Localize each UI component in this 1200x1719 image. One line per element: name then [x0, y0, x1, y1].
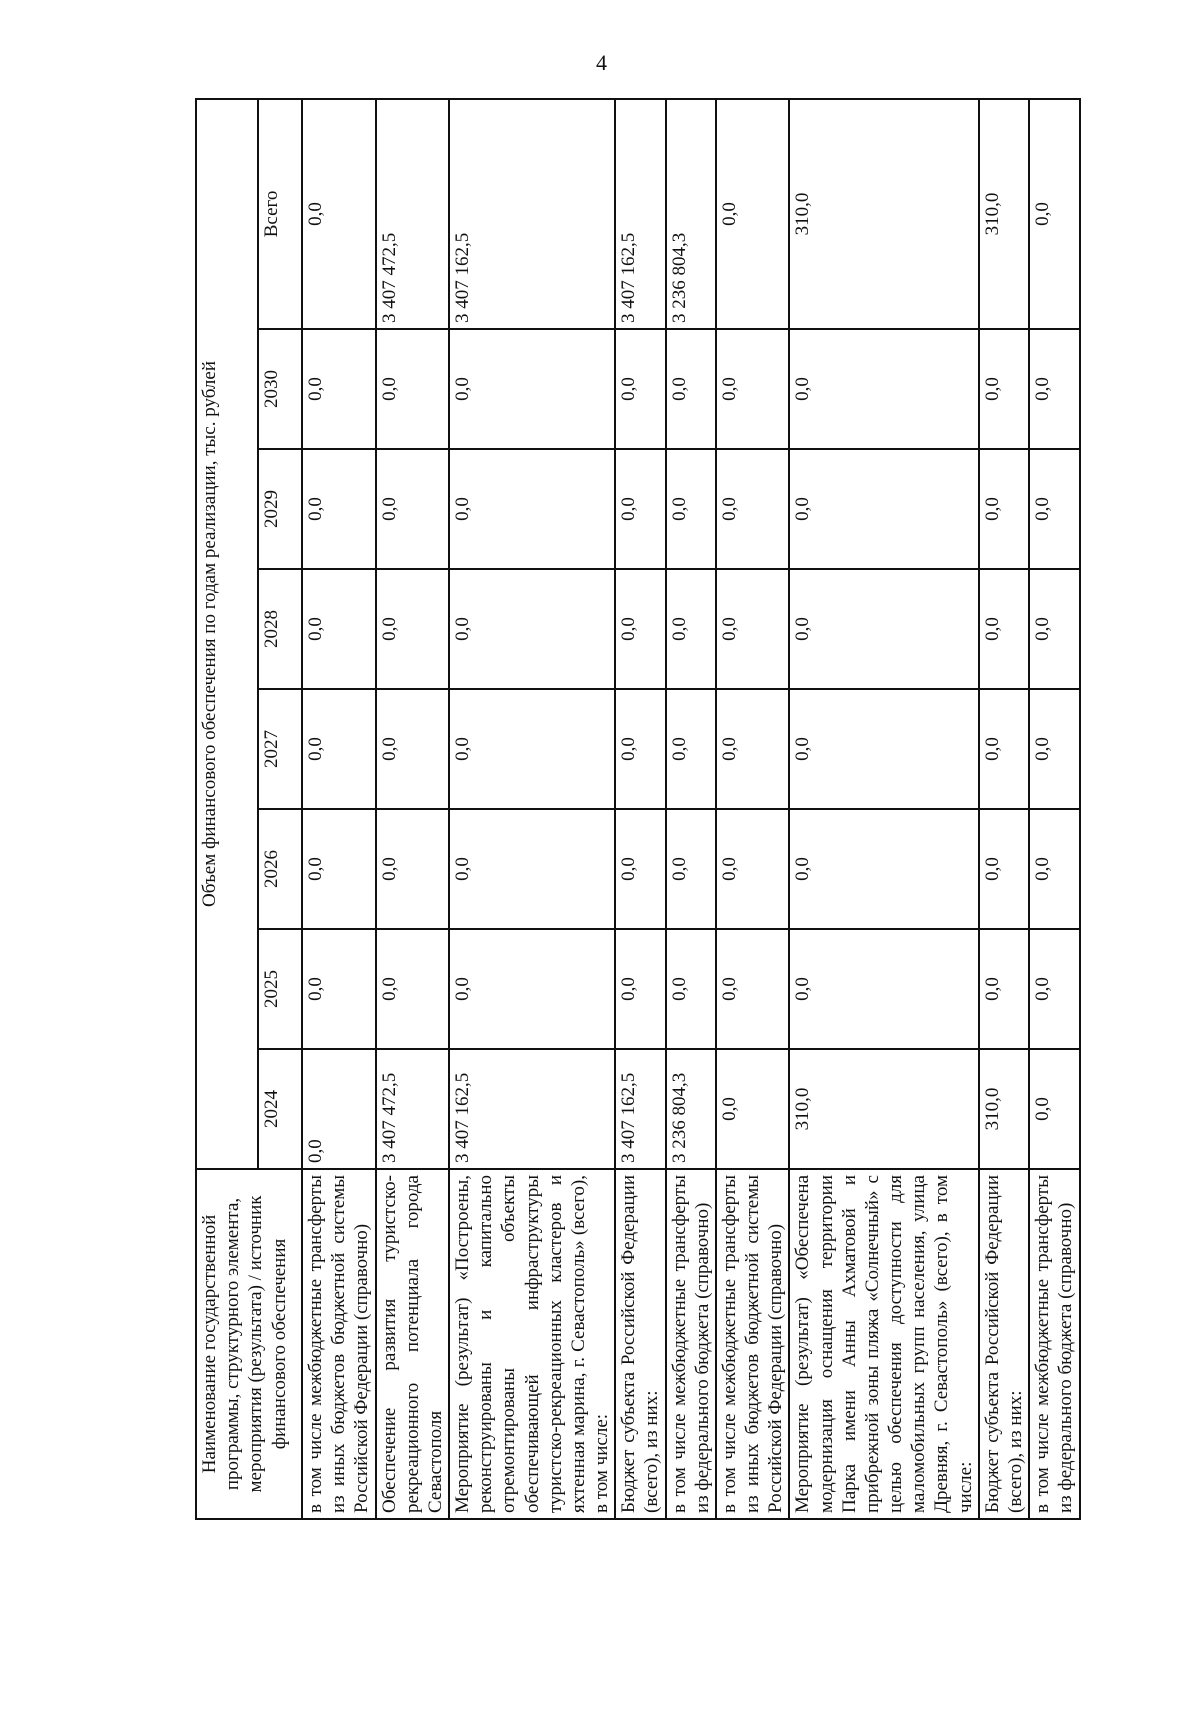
table-row	[979, 99, 1029, 1519]
cell-value: 0,0	[716, 569, 790, 689]
cell-value: 0,0	[789, 929, 978, 1049]
cell-value: 0,0	[979, 689, 1029, 809]
cell-value: 0,0	[789, 809, 978, 929]
header-name-column: Наименование государственной программы, структурного элемента, мероприятия (результата) / источник финансового обеспечения	[196, 1169, 302, 1519]
row-name: Мероприятие (результат) «Построены, реконструированы и капитально отремонтированы объекты обеспечивающей инфраструктуры туристско-рекреационных кластеров и яхтенная марина, г. Севастополь» (всего), в том числе:	[449, 1169, 615, 1519]
table-row	[1029, 99, 1079, 1519]
cell-value: 0,0	[376, 329, 450, 449]
cell-total: 0,0	[302, 99, 376, 329]
cell-total: 310,0	[789, 99, 978, 329]
cell-value: 0,0	[302, 689, 376, 809]
cell-value: 0,0	[1029, 329, 1079, 449]
header-financing-group: Объем финансового обеспечения по годам реализации, тыс. рублей	[196, 99, 258, 1169]
cell-value: 0,0	[449, 929, 615, 1049]
row-name: в том числе межбюджетные трансферты из иных бюджетов бюджетной системы Российской Федерации (справочно)	[716, 1169, 790, 1519]
cell-total: 3 407 472,5	[376, 99, 450, 329]
cell-value: 0,0	[615, 329, 665, 449]
cell-value: 0,0	[979, 449, 1029, 569]
cell-value: 0,0	[666, 449, 716, 569]
financing-table	[195, 98, 1081, 1520]
cell-value: 0,0	[666, 569, 716, 689]
cell-value: 0,0	[302, 809, 376, 929]
cell-value: 0,0	[666, 329, 716, 449]
cell-value: 0,0	[716, 809, 790, 929]
cell-value: 0,0	[615, 689, 665, 809]
cell-value: 0,0	[1029, 809, 1079, 929]
cell-value: 0,0	[615, 929, 665, 1049]
cell-value: 0,0	[716, 329, 790, 449]
cell-total: 0,0	[716, 99, 790, 329]
cell-value: 0,0	[789, 329, 978, 449]
header-year: 2028	[258, 569, 302, 689]
header-year: 2030	[258, 329, 302, 449]
row-name: Обеспечение развития туристско-рекреационного потенциала города Севастополя	[376, 1169, 450, 1519]
row-name: Мероприятие (результат) «Обеспечена модернизация оснащения территории Парка имени Анны Ахматовой и прибрежной зоны пляжа «Солнечный» с целью обеспечения доступности для маломобильных групп населения, улица Древняя, г. Севастополь» (всего), в том числе:	[789, 1169, 978, 1519]
row-name: Бюджет субъекта Российской Федерации (всего), из них:	[979, 1169, 1029, 1519]
table-row	[302, 99, 376, 1519]
header-year: 2025	[258, 929, 302, 1049]
table-row	[615, 99, 665, 1519]
cell-value: 0,0	[302, 449, 376, 569]
table-row	[666, 99, 716, 1519]
cell-total: 3 407 162,5	[449, 99, 615, 329]
cell-value: 0,0	[615, 449, 665, 569]
cell-total: 310,0	[979, 99, 1029, 329]
cell-value: 310,0	[979, 1049, 1029, 1169]
cell-value: 0,0	[302, 569, 376, 689]
cell-value: 0,0	[1029, 1049, 1079, 1169]
cell-value: 0,0	[302, 329, 376, 449]
cell-value: 0,0	[789, 449, 978, 569]
table-row	[716, 99, 790, 1519]
cell-total: 0,0	[1029, 99, 1079, 329]
cell-value: 0,0	[449, 449, 615, 569]
cell-value: 0,0	[979, 329, 1029, 449]
row-name: в том числе межбюджетные трансферты из федерального бюджета (справочно)	[1029, 1169, 1079, 1519]
cell-value: 0,0	[302, 929, 376, 1049]
table-row	[376, 99, 450, 1519]
header-year: 2027	[258, 689, 302, 809]
cell-value: 0,0	[615, 569, 665, 689]
cell-value: 0,0	[449, 809, 615, 929]
row-name: в том числе межбюджетные трансферты из иных бюджетов бюджетной системы Российской Федерации (справочно)	[302, 1169, 376, 1519]
cell-value: 3 407 472,5	[376, 1049, 450, 1169]
cell-value: 0,0	[789, 689, 978, 809]
rotated-table-container	[195, 100, 1077, 1520]
cell-value: 0,0	[716, 929, 790, 1049]
header-row-top	[196, 99, 258, 1519]
cell-value: 0,0	[1029, 449, 1079, 569]
cell-value: 0,0	[302, 1049, 376, 1169]
cell-value: 3 236 804,3	[666, 1049, 716, 1169]
header-year: 2026	[258, 809, 302, 929]
cell-value: 0,0	[449, 689, 615, 809]
row-name: Бюджет субъекта Российской Федерации (всего), из них:	[615, 1169, 665, 1519]
header-year: 2029	[258, 449, 302, 569]
cell-value: 0,0	[376, 929, 450, 1049]
page-number: 4	[596, 50, 607, 75]
cell-value: 0,0	[449, 569, 615, 689]
cell-value: 0,0	[666, 809, 716, 929]
cell-value: 0,0	[716, 449, 790, 569]
cell-value: 0,0	[666, 929, 716, 1049]
cell-value: 0,0	[376, 689, 450, 809]
cell-value: 0,0	[376, 809, 450, 929]
cell-value: 3 407 162,5	[449, 1049, 615, 1169]
cell-value: 0,0	[789, 569, 978, 689]
table-row	[789, 99, 978, 1519]
cell-value: 0,0	[1029, 689, 1079, 809]
cell-value: 0,0	[716, 689, 790, 809]
cell-value: 0,0	[1029, 569, 1079, 689]
table-row	[449, 99, 615, 1519]
cell-value: 0,0	[615, 809, 665, 929]
cell-value: 0,0	[979, 929, 1029, 1049]
cell-value: 0,0	[979, 809, 1029, 929]
cell-value: 0,0	[666, 689, 716, 809]
cell-total: 3 236 804,3	[666, 99, 716, 329]
header-year: 2024	[258, 1049, 302, 1169]
cell-value: 0,0	[1029, 929, 1079, 1049]
row-name: в том числе межбюджетные трансферты из федерального бюджета (справочно)	[666, 1169, 716, 1519]
cell-value: 0,0	[376, 569, 450, 689]
cell-value: 0,0	[449, 329, 615, 449]
cell-value: 310,0	[789, 1049, 978, 1169]
cell-value: 0,0	[376, 449, 450, 569]
header-total: Всего	[258, 99, 302, 329]
cell-value: 3 407 162,5	[615, 1049, 665, 1169]
cell-value: 0,0	[979, 569, 1029, 689]
cell-total: 3 407 162,5	[615, 99, 665, 329]
cell-value: 0,0	[716, 1049, 790, 1169]
